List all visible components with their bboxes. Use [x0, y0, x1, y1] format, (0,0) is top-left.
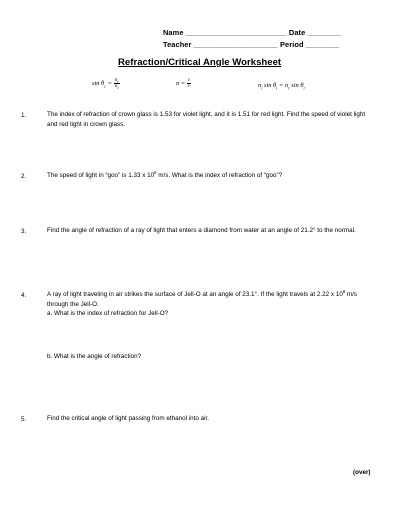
question-2-text: The speed of light in “goo” is 1.33 x $10^8$ m/s. What is the index of refraction of “goo”?: [47, 169, 283, 179]
question-2-number: 2.: [21, 173, 27, 180]
question-3-number: 3.: [21, 228, 27, 235]
question-3-text: Find the angle of refraction of a ray of light that enters a diamond from water at an angle of 21.2° to the normal.: [47, 227, 356, 234]
teacher-line: [163, 40, 339, 49]
question-4b-text: b. What is the angle of refraction?: [47, 353, 142, 360]
worksheet-title: Refraction/Critical Angle Worksheet: [118, 57, 282, 68]
formula-snells-law: $n_i$ $\sin \theta_i = n_r$ $\sin \theta_r$: [258, 82, 306, 91]
teacher-blank[interactable]: ____________________: [193, 40, 278, 49]
name-label: Name: [163, 28, 184, 37]
formula-index-of-refraction: n = $\frac{c}{v}$: [176, 78, 190, 89]
date-label: Date: [288, 28, 306, 37]
question-1-number: 1.: [21, 112, 27, 119]
teacher-label: Teacher: [163, 40, 192, 49]
question-5-text: Find the critical angle of light passing from ethanol into air.: [47, 415, 210, 422]
question-1-text: The index of refraction of crown glass is 1.53 for violet light, and it is 1.51 for red light. Find the speed of violet light and red light in crown glass.: [47, 111, 366, 128]
name-blank[interactable]: ________________________: [185, 28, 287, 37]
question-4a-text: a. What is the index of refraction for Jell-O?: [47, 310, 169, 317]
question-4-text: A ray of light traveling in air strikes the surface of Jell-O at an angle of 23.1°. If the light travels at 2.22 x $10^8$ m/s through the Jell-O.: [47, 288, 358, 308]
period-blank[interactable]: ________: [305, 40, 340, 49]
question-4-number: 4.: [21, 292, 27, 299]
name-line: [163, 28, 341, 37]
question-5-number: 5.: [21, 416, 27, 423]
date-blank[interactable]: ________: [307, 28, 342, 37]
over-note: (over): [353, 469, 371, 476]
period-label: Period: [280, 40, 304, 49]
formula-critical-angle: $\sin \theta_c$ = $\frac{n_r}{n_i}$: [92, 78, 119, 90]
